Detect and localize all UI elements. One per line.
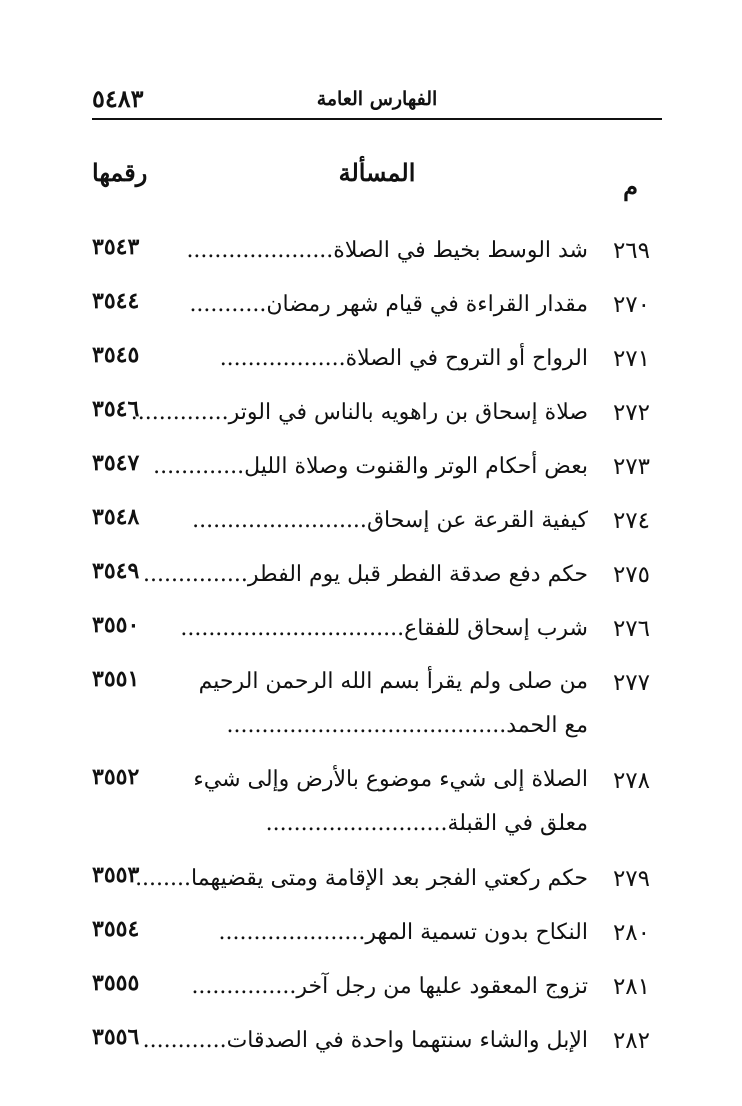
entry-text: النكاح بدون تسمية المهر.....................	[218, 920, 588, 945]
page-header	[92, 78, 662, 120]
entry-reference: ٣٥٥٥	[92, 970, 140, 996]
entry-text: كيفية القرعة عن إسحاق.........................	[192, 508, 588, 533]
page-number: ٥٤٨٣	[92, 84, 144, 113]
index-entry	[0, 556, 742, 610]
index-entry	[0, 762, 742, 860]
entry-number: ٢٧٥	[612, 562, 650, 588]
index-entry	[0, 860, 742, 914]
entry-reference: ٣٥٤٨	[92, 504, 140, 530]
entry-reference: ٣٥٥٠	[92, 612, 140, 638]
entry-reference: ٣٥٥٤	[92, 916, 140, 942]
entry-reference: ٣٥٤٤	[92, 288, 140, 314]
entry-number: ٢٧٧	[612, 670, 650, 696]
entry-text: بعض أحكام الوتر والقنوت وصلاة الليل.............	[153, 454, 588, 479]
entry-reference: ٣٥٤٥	[92, 342, 140, 368]
column-headers	[92, 158, 662, 201]
entry-text: صلاة إسحاق بن راهويه بالناس في الوتر..............	[130, 400, 588, 425]
entry-number: ٢٧٦	[612, 616, 650, 642]
entry-reference: ٣٥٥١	[92, 666, 140, 692]
entry-reference: ٣٥٤٧	[92, 450, 140, 476]
entry-text: حكم دفع صدقة الفطر قبل يوم الفطر...............	[142, 562, 588, 587]
entry-reference: ٣٥٤٦	[92, 396, 140, 422]
entry-text: الرواح أو التروح في الصلاة..................	[219, 346, 588, 371]
entry-text: الإبل والشاء سنتهما واحدة في الصدقات............	[142, 1028, 588, 1053]
index-entry	[0, 232, 742, 286]
entry-text: تزوج المعقود عليها من رجل آخر...............	[191, 974, 588, 999]
entry-number: ٢٧٨	[612, 768, 650, 794]
entry-number: ٢٦٩	[612, 238, 650, 264]
entry-number: ٢٧٠	[612, 292, 650, 318]
entry-reference: ٣٥٤٣	[92, 234, 140, 260]
entry-number: ٢٧٣	[612, 454, 650, 480]
entry-text: مقدار القراءة في قيام شهر رمضان...........	[189, 292, 588, 317]
entry-number: ٢٧٢	[612, 400, 650, 426]
entry-text: شرب إسحاق للفقاع................................	[180, 616, 588, 641]
index-entry	[0, 502, 742, 556]
entry-number: ٢٨٠	[612, 920, 650, 946]
index-entry	[0, 914, 742, 968]
entry-reference: ٣٥٥٣	[92, 862, 140, 888]
index-entry	[0, 394, 742, 448]
index-entry	[0, 968, 742, 1022]
entry-reference: ٣٥٥٢	[92, 764, 140, 790]
index-entry	[0, 664, 742, 762]
entry-number: ٢٧٩	[612, 866, 650, 892]
index-entry	[0, 286, 742, 340]
entry-text: الصلاة إلى شيء موضوع بالأرض وإلى شيء معلق في القبلة..........................	[193, 767, 588, 836]
header-title: الفهارس العامة	[316, 88, 438, 110]
number-column-header: م	[623, 172, 638, 201]
reference-column-header: رقمها	[92, 158, 148, 187]
entry-text: شد الوسط بخيط في الصلاة.....................	[186, 238, 588, 263]
entry-text: من صلى ولم يقرأ بسم الله الرحمن الرحيم مع الحمد........................................	[198, 669, 588, 738]
index-entry	[0, 610, 742, 664]
entry-number: ٢٨٢	[612, 1028, 650, 1054]
index-entry	[0, 340, 742, 394]
entry-reference: ٣٥٥٦	[92, 1024, 140, 1050]
index-entries	[0, 232, 742, 1076]
index-entry	[0, 448, 742, 502]
entry-number: ٢٧١	[612, 346, 650, 372]
entry-reference: ٣٥٤٩	[92, 558, 140, 584]
entry-number: ٢٨١	[612, 974, 650, 1000]
index-entry	[0, 1022, 742, 1076]
entry-number: ٢٧٤	[612, 508, 650, 534]
issue-column-header: المسألة	[338, 158, 416, 187]
entry-text: حكم ركعتي الفجر بعد الإقامة ومتى يقضيهما........	[135, 866, 588, 891]
